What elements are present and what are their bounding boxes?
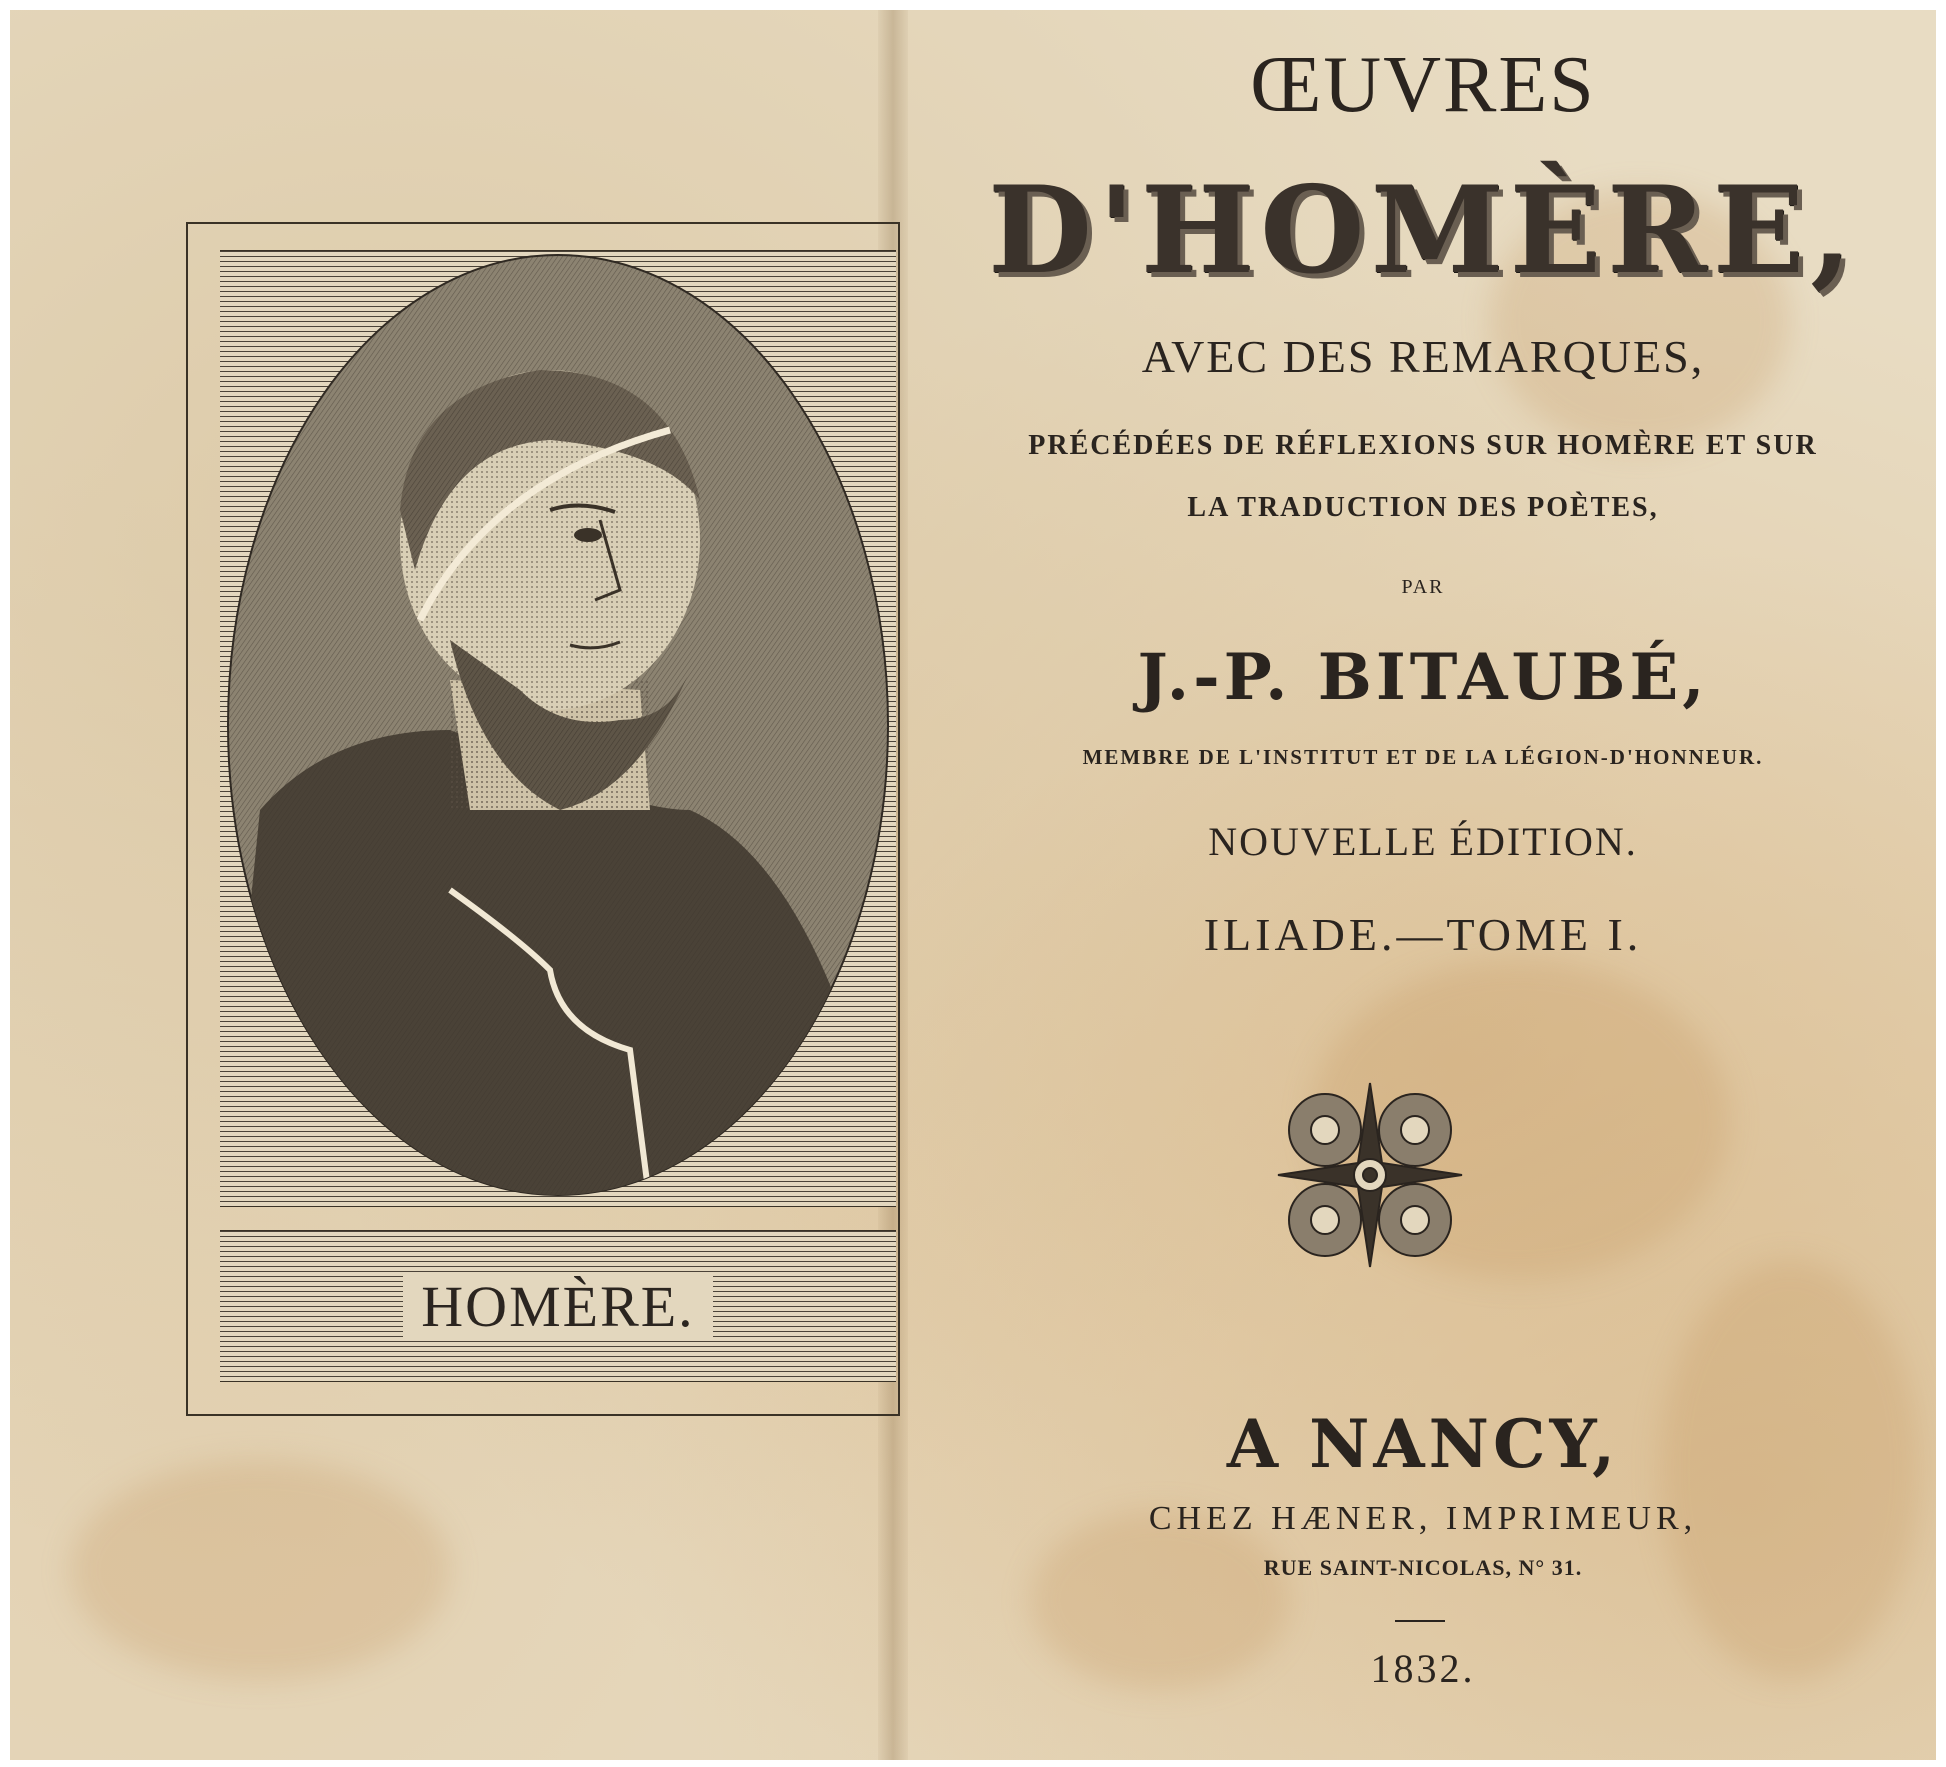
subtitle: AVEC DES REMARQUES,: [1141, 331, 1705, 382]
foxing-stain: [70, 1460, 450, 1680]
author-role: MEMBRE DE L'INSTITUT ET DE LA LÉGION-D'HONNEUR.: [1082, 745, 1764, 769]
by-label: PAR: [1401, 576, 1445, 598]
volume-statement: ILIADE.—TOME I.: [1203, 909, 1643, 960]
preceded-line-2: LA TRADUCTION DES POÈTES,: [1187, 492, 1659, 523]
author-name: J.-P. BITAUBÉ,: [1137, 640, 1709, 715]
printers-ornament-icon: [1270, 1075, 1470, 1275]
portrait-caption-plate: [220, 1230, 896, 1382]
title-line-2: D'HOMÈRE,: [988, 160, 1858, 301]
title-page: [910, 10, 1936, 1760]
imprint-printer: CHEZ HÆNER, IMPRIMEUR,: [1148, 1500, 1698, 1537]
imprint-place: A NANCY,: [1226, 1405, 1620, 1483]
title-line-1: ŒUVRES: [1250, 41, 1596, 129]
imprint-year: 1832.: [1370, 1646, 1476, 1691]
imprint-rule: [1395, 1620, 1445, 1622]
imprint-address: RUE SAINT-NICOLAS, N° 31.: [1263, 1555, 1583, 1580]
homer-portrait-engraving: [220, 250, 896, 1205]
edition-statement: NOUVELLE ÉDITION.: [1208, 819, 1638, 864]
book-spread: [10, 10, 1936, 1760]
preceded-line-1: PRÉCÉDÉES DE RÉFLEXIONS SUR HOMÈRE ET SUR: [1028, 430, 1818, 461]
portrait-caption: HOMÈRE.: [403, 1273, 712, 1340]
